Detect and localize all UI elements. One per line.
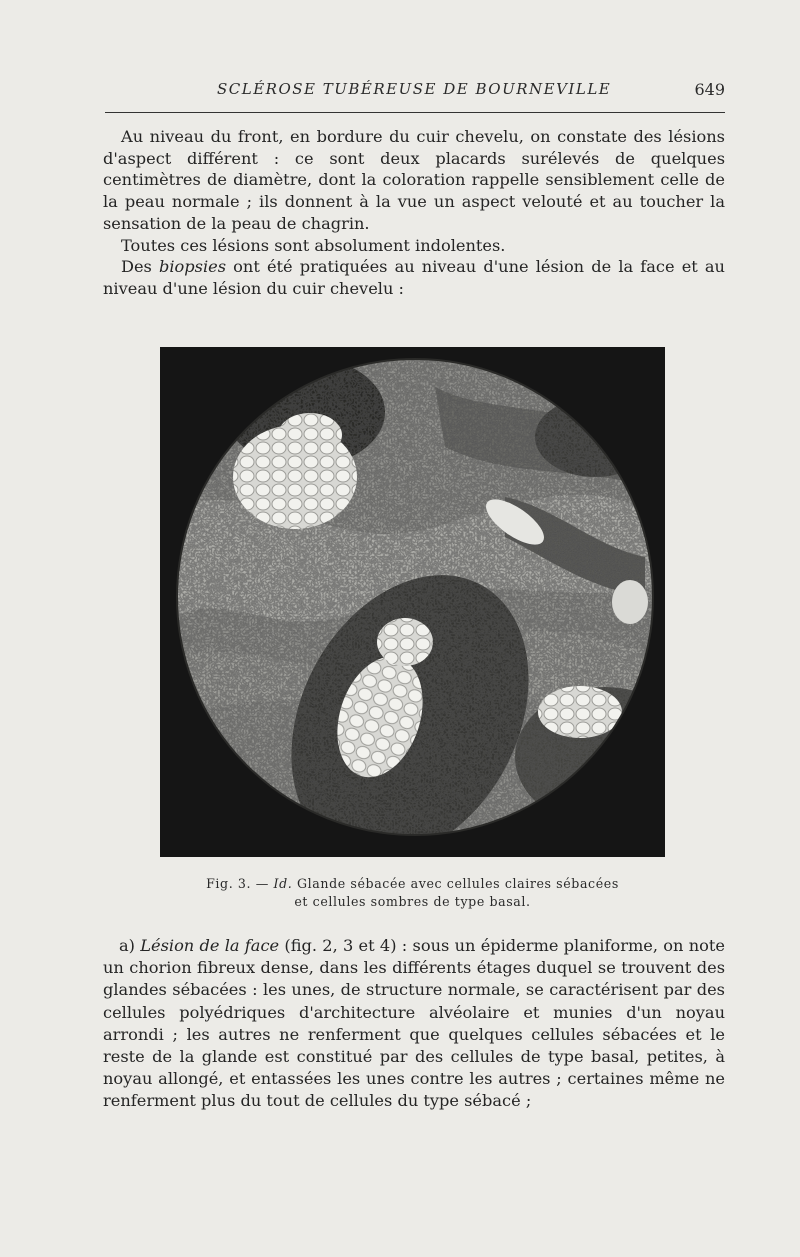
running-head bbox=[105, 80, 725, 102]
caption-line-1 bbox=[160, 875, 665, 893]
caption-text-1: Glande sébacée avec cellules claires sébacées bbox=[292, 876, 619, 891]
caption-line-2: et cellules sombres de type basal. bbox=[294, 894, 531, 909]
section-body: sous un épiderme planiforme, on note un chorion fibreux dense, dans les différents étages duquel se trouvent des glandes sébacées : les unes, de structure normale, se caractérisent par des cellules polyédriques d'architecture alvéolaire et munies d'un noyau arrondi ; les autres ne renferment que quelques cellules sébacées et le reste de la glande est constitué par des cellules de type basal, petites, à noyau allongé, et entassées les unes contre les autres ; certaines même ne renferment plus du tout de cellules du type sébacé ; bbox=[103, 936, 725, 1111]
paragraph-front-lesions: Au niveau du front, en bordure du cuir chevelu, on constate des lésions d'aspect différent : ce sont deux placards surélevés de quelques centimètres de diamètre, dont la coloration rappelle sensiblement celle de la peau normale ; ils donnent à la vue un aspect velouté et au toucher la sensation de la peau de chagrin. bbox=[103, 127, 725, 233]
figure-caption bbox=[160, 875, 665, 911]
intro-text bbox=[103, 126, 725, 300]
biopsies-rest: ont été pratiquées au niveau d'une lésion de la face et au niveau d'une lésion du cuir chevelu : bbox=[103, 257, 725, 298]
section-heading: Lésion de la face bbox=[140, 936, 280, 955]
page-number: 649 bbox=[694, 80, 725, 99]
header-rule bbox=[105, 112, 725, 113]
running-title: SCLÉROSE TUBÉREUSE DE BOURNEVILLE bbox=[217, 80, 612, 98]
biopsies-lead: Des bbox=[121, 257, 159, 277]
figure-label-id: Id. bbox=[273, 876, 293, 891]
paragraph-biopsies bbox=[103, 256, 725, 299]
section-a-text bbox=[103, 935, 725, 1113]
figure-label: Fig. 3. — bbox=[206, 876, 274, 891]
figure-reference: (fig. 2, 3 et 4) : bbox=[279, 936, 413, 955]
micrograph-image bbox=[175, 357, 655, 837]
figure-plate bbox=[160, 347, 665, 857]
biopsies-term: biopsies bbox=[159, 257, 227, 277]
paragraph-indolent: Toutes ces lésions sont absolument indolentes. bbox=[121, 235, 506, 255]
paragraph-lesion-face bbox=[103, 935, 725, 1113]
section-marker: a) bbox=[119, 936, 141, 955]
